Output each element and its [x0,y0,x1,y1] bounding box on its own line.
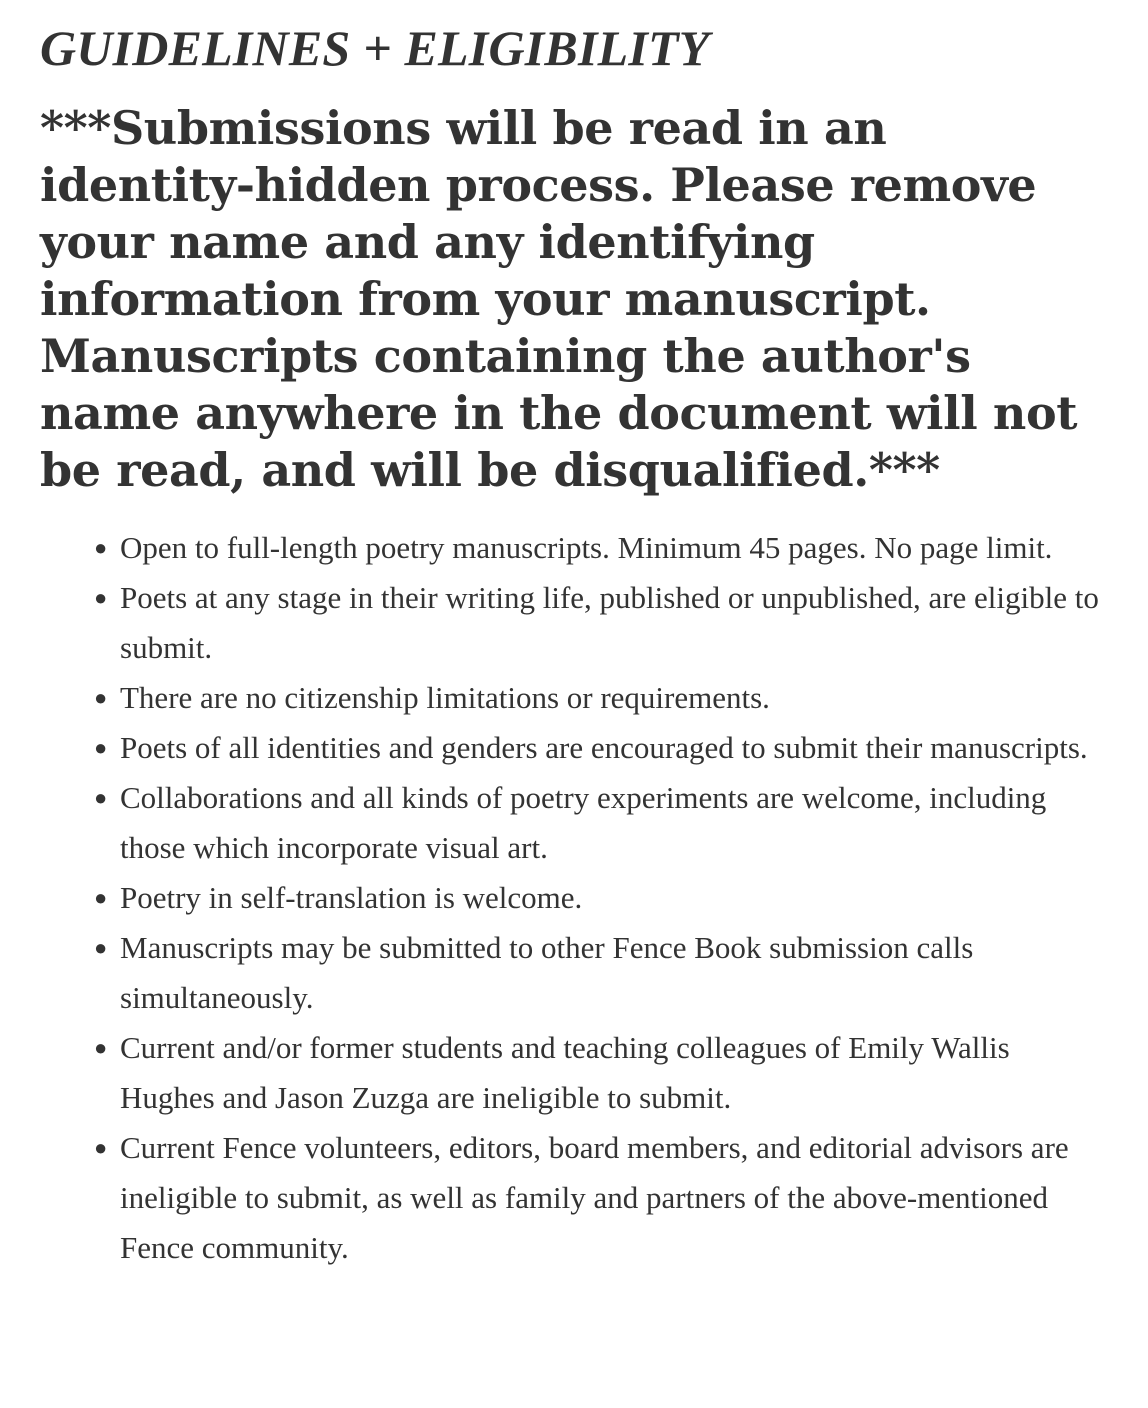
list-item: ● Poets at any stage in their writing life, published or unpublished, are eligible to submit. [120,573,1108,673]
bullet-icon: ● [94,885,108,910]
bullet-icon: ● [94,735,108,760]
list-item: ● Manuscripts may be submitted to other Fence Book submission calls simultaneously. [120,923,1108,1023]
bullet-icon: ● [94,1035,108,1060]
bullet-icon: ● [94,585,108,610]
list-item: ● Open to full-length poetry manuscripts. Minimum 45 pages. No page limit. [120,523,1108,573]
list-item: ● Collaborations and all kinds of poetry experiments are welcome, including those which incorporate visual art. [120,773,1108,873]
bullet-icon: ● [94,535,108,560]
bullet-icon: ● [94,1135,108,1160]
bullet-icon: ● [94,785,108,810]
bullet-icon: ● [94,935,108,960]
list-item: ● Poets of all identities and genders are encouraged to submit their manuscripts. [120,723,1108,773]
identity-notice: ***Submissions will be read in an identity-hidden process. Please remove your name and any identifying information from your manuscript. Manuscripts containing the author's name anywhere in the document will not be read, and will be disqualified.*** [40,101,1078,497]
list-item: ● There are no citizenship limitations or requirements. [120,673,1108,723]
eligibility-list [40,523,1108,1273]
list-item: ● Current and/or former students and teaching colleagues of Emily Wallis Hughes and Jason Zuzga are ineligible to submit. [120,1023,1108,1123]
list-item: ● Current Fence volunteers, editors, board members, and editorial advisors are ineligible to submit, as well as family and partners of the above-mentioned Fence community. [120,1123,1108,1273]
bullet-icon: ● [94,685,108,710]
section-title: GUIDELINES + ELIGIBILITY [40,20,710,76]
list-item: ● Poetry in self-translation is welcome. [120,873,1108,923]
